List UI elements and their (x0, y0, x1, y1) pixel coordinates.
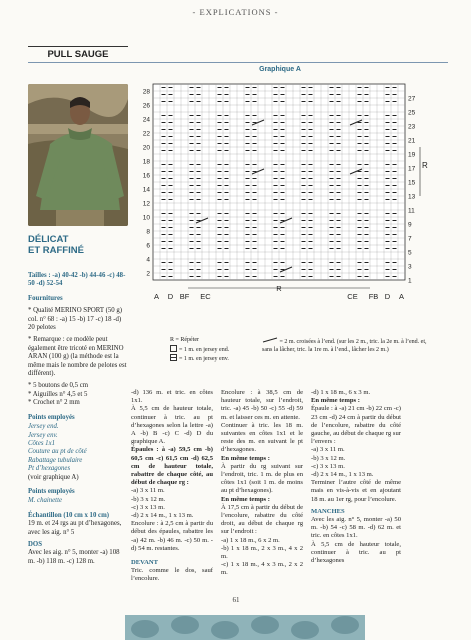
point-item: Rabattage tubulaire (28, 456, 83, 464)
col3-para: -b) 3 x 12 m. (311, 454, 346, 462)
row-label-right: 15 (408, 179, 416, 187)
repeat-marker-right: R (422, 161, 428, 170)
row-label-left: 22 (142, 130, 150, 138)
row-label-right: 7 (408, 235, 412, 243)
repeat-marker-bottom: R (276, 284, 282, 293)
text-column-1 (131, 389, 213, 584)
col2-para: En même temps : (221, 495, 270, 503)
col1-para: Tric. comme le dos, sauf l’encolure. (131, 567, 213, 583)
fournitures-title: Fournitures (28, 294, 63, 302)
row-label-left: 6 (146, 242, 150, 250)
left-column (28, 272, 128, 570)
col2-para: En même temps : (221, 454, 270, 462)
row-label-left: 18 (142, 158, 150, 166)
legend-purl (170, 354, 265, 364)
fourniture-item: * Remarque : ce modèle peut également être tricoté en MERINO ARAN (100 g) (la méthode est la même mais le nombre de pelotes est différent). (28, 336, 127, 378)
col3-para: À 5,5 cm de hauteur totale, continuer à tric. au pt d’hexagones (311, 540, 401, 565)
row-label-right: 19 (408, 151, 416, 159)
legend-knit-text: = 1 m. en jersey end. (179, 346, 230, 353)
row-label-right: 25 (408, 109, 416, 117)
col1-para: -d) 2 x 14 m., 1 x 13 m. (131, 512, 194, 520)
row-label-left: 2 (146, 270, 150, 278)
row-label-left: 12 (142, 200, 150, 208)
points-title: Points employés (28, 413, 75, 421)
point-item: Jersey env. (28, 431, 58, 439)
row-label-right: 13 (408, 193, 416, 201)
knitting-chart (137, 81, 429, 306)
fourniture-item: * Qualité MERINO SPORT (50 g) col. n° 68 : -a) 15 -b) 17 -c) 18 -d) 20 pelotes (28, 307, 123, 332)
col2-para: À partir du rg suivant sur l’endroit, tric. 1 m. de plus en côtes 1x1 (soit 1 m. de moins au pt d’hexagones). (221, 462, 303, 495)
col1-para: -a) 3 x 11 m. (131, 487, 165, 495)
col2-para: À 17,5 cm à partir du début de l’encolure, rabattre du côté droit, au début de chaque rg sur l’endroit : (221, 503, 303, 536)
col3-para: Épaule : à -a) 21 cm -b) 22 cm -c) 23 cm -d) 24 cm à partir du début de l’encolure, rabattre du côté gauche, au début de chaque rg sur l’envers : (311, 405, 401, 446)
dos-text: Avec les aig. n° 5, monter -a) 108 m. -b) 118 m. -c) 128 m. (28, 549, 120, 565)
point2-item: M. chainette (28, 497, 62, 505)
fourniture-item: * Crochet n° 2 mm (28, 399, 80, 407)
page-number: 61 (232, 596, 240, 604)
col3-para: Terminer l’autre côté de même mais en vis-à-vis et en ajoutant 18 m. au 1er rg, pour l’encolure. (311, 479, 401, 503)
col3-para: -a) 3 x 11 m. (311, 446, 345, 454)
subtitle (28, 234, 128, 256)
row-label-right: 17 (408, 165, 416, 173)
text-column-3 (311, 389, 401, 565)
point-item: Jersey end. (28, 423, 59, 431)
pattern-title: PULL SAUGE (28, 46, 128, 63)
col1-heading: DEVANT (131, 559, 158, 567)
section-title: - EXPLICATIONS - (192, 7, 279, 17)
row-label-right: 5 (408, 249, 412, 257)
col1-para: -c) 3 x 13 m. (131, 503, 165, 511)
column-letter-label: FB (368, 292, 379, 301)
row-label-left: 14 (142, 186, 150, 194)
subtitle-line-1: DÉLICAT (28, 234, 69, 245)
column-letter-label: EC (200, 292, 211, 301)
col2-para: -b) 1 x 18 m., 2 x 3 m., 4 x 2 m. (221, 544, 303, 561)
row-label-right: 9 (408, 221, 412, 229)
chart-title: Graphique A (259, 66, 301, 73)
text-column-2 (221, 389, 303, 578)
column-letter-label: A (153, 292, 160, 301)
col3-para: -c) 3 x 13 m. (311, 462, 345, 470)
point-item: Couture au pt de côté (28, 448, 87, 456)
row-label-right: 11 (408, 207, 415, 215)
row-label-right: 21 (408, 137, 416, 145)
col3-para: En même temps : (311, 397, 360, 405)
col3-para: -d) 1 x 18 m., 6 x 3 m. (311, 389, 371, 396)
chart-legend (170, 337, 440, 369)
fourniture-item: * Aiguilles n° 4,5 et 5 (28, 390, 88, 398)
row-label-left: 26 (142, 102, 150, 110)
col2-para: -c) 1 x 18 m., 4 x 3 m., 2 x 2 m. (221, 561, 303, 577)
fourniture-item: * 5 boutons de 0,5 cm (28, 382, 89, 390)
point-item: Pt d’hexagones (28, 465, 71, 473)
col3-heading: MANCHES (311, 507, 345, 515)
cross-symbol-icon (262, 337, 278, 343)
knit-texture-image (125, 615, 365, 640)
row-label-left: 28 (142, 88, 150, 96)
column-letter-label: D (384, 292, 391, 301)
echantillon-title: Échantillon (10 cm x 10 cm) (28, 511, 109, 519)
row-label-left: 20 (142, 144, 150, 152)
legend-knit (170, 345, 265, 355)
legend-right (262, 337, 432, 354)
points2-title: Points employés (28, 487, 75, 495)
knit-symbol-icon (170, 345, 177, 352)
col1-para: -b) 3 x 12 m. (131, 495, 166, 503)
legend-cross-text: = 2 m. croisées à l’end. (sur les 2 m., tric. la 2e m. à l’end. et, sans la lâcher, tric. la 1re m. à l’end., lâcher les 2 m.) (262, 339, 427, 353)
col1-para: Épaules : à -a) 59,5 cm -b) 60,5 cm -c) 61,5 cm -d) 62,5 cm de hauteur totale, rabattre de chaque côté, au début de chaque rg : (131, 446, 213, 487)
column-letter-label: D (167, 292, 174, 301)
legend-repeat: R = Répéter (170, 337, 200, 343)
col3-para: Avec les aig. n° 5, monter -a) 50 m. -b) 54 -c) 58 m. -d) 62 m. et tric. en côtes 1x1. (311, 516, 401, 540)
purl-symbol-icon (170, 354, 177, 361)
column-letter-label: BF (179, 292, 190, 301)
col1-para: À 5,5 cm de hauteur totale, continuer à tric. au pt d’hexagones selon la lettre -a) A -b) B -c) C -d) D du graphique A. (131, 405, 213, 446)
col1-para: Encolure : à 2,5 cm à partir du début des épaules, rabattre les -a) 42 m. -b) 46 m. -c) 50 m. -d) 54 m. restantes. (131, 520, 213, 552)
col3-para: -d) 2 x 14 m., 1 x 13 m. (311, 471, 374, 479)
echantillon-text: 19 m. et 24 rgs au pt d’hexagones, avec les aig. n° 5 (28, 520, 122, 536)
row-label-left: 24 (142, 116, 150, 124)
col2-para: Encolure : à 38,5 cm de hauteur totale, sur l’endroit, tric. -a) 45 -b) 50 -c) 55 -d) 59 m. et laisser ces m. en attente. (221, 389, 303, 421)
row-label-left: 10 (142, 214, 150, 222)
point-item: (voir graphique A) (28, 473, 79, 481)
point-item: Côtes 1x1 (28, 439, 55, 447)
column-letter-label: CE (347, 292, 358, 301)
row-label-right: 23 (408, 123, 416, 131)
row-label-right: 3 (408, 263, 412, 271)
row-label-left: 4 (146, 256, 150, 264)
row-label-left: 16 (142, 172, 150, 180)
legend-purl-text: = 1 m. en jersey env. (179, 356, 229, 363)
subtitle-line-2: ET RAFFINÉ (28, 245, 84, 256)
dos-title: DOS (28, 540, 42, 548)
model-photo (28, 84, 128, 226)
row-label-right: 1 (408, 277, 412, 285)
col1-para: -d) 136 m. et tric. en côtes 1x1. (131, 389, 213, 405)
sizes: Tailles : -a) 40-42 -b) 44-46 -c) 48-50 -d) 52-54 (28, 272, 126, 288)
row-label-left: 8 (146, 228, 150, 236)
row-label-right: 27 (408, 95, 416, 103)
legend-left (170, 337, 265, 364)
header-divider (28, 62, 448, 63)
column-letter-label: A (398, 292, 405, 301)
col2-para: Continuer à tric. les 18 m. suivantes en côtes 1x1 et le reste des m. en suivant le pt d’hexagones. (221, 421, 303, 454)
col2-para: -a) 1 x 18 m., 6 x 2 m. (221, 536, 280, 544)
